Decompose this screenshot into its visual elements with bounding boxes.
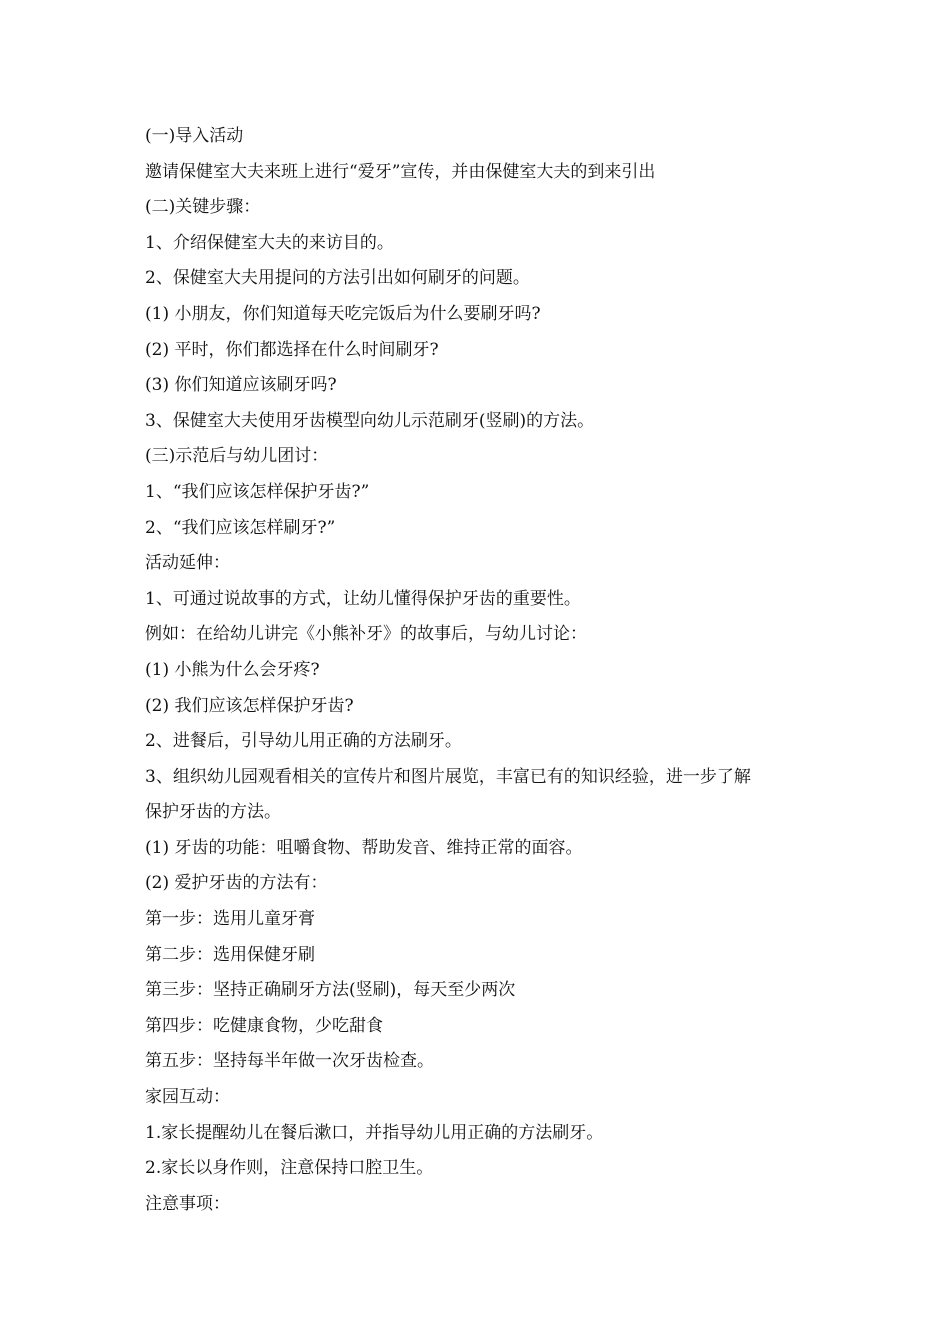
section-heading: (三)示范后与幼儿团讨： — [145, 446, 329, 467]
section-heading: 家园互动： — [145, 1087, 230, 1108]
paragraph: 例如：在给幼儿讲完《小熊补牙》的故事后，与幼儿讨论： — [145, 624, 587, 645]
section-heading: (一)导入活动 — [145, 126, 244, 146]
list-item: 1.家长提醒幼儿在餐后漱口，并指导幼儿用正确的方法刷牙。 — [145, 1122, 604, 1143]
step-item: 第二步：选用保健牙刷 — [145, 944, 315, 965]
step-item: 第四步：吃健康食物，少吃甜食 — [145, 1015, 383, 1036]
list-item: 2、进餐后，引导幼儿用正确的方法刷牙。 — [145, 731, 462, 752]
question-item: (1) 牙齿的功能：咀嚼食物、帮助发音、维持正常的面容。 — [145, 837, 583, 858]
list-item: 2、“我们应该怎样刷牙?” — [145, 517, 336, 538]
question-item: (2) 我们应该怎样保护牙齿? — [145, 695, 354, 716]
section-heading: 活动延伸： — [145, 553, 230, 574]
list-item: 2.家长以身作则，注意保持口腔卫生。 — [145, 1158, 434, 1179]
question-item: (3) 你们知道应该刷牙吗? — [145, 375, 337, 396]
question-item: (2) 爱护牙齿的方法有： — [145, 873, 328, 894]
question-item: (1) 小朋友，你们知道每天吃完饭后为什么要刷牙吗? — [145, 303, 541, 324]
list-item: 3、保健室大夫使用牙齿模型向幼儿示范刷牙(竖刷)的方法。 — [145, 410, 595, 431]
step-item: 第一步：选用儿童牙膏 — [145, 909, 315, 930]
list-item: 1、可通过说故事的方式，让幼儿懂得保护牙齿的重要性。 — [145, 588, 581, 609]
step-item: 第三步：坚持正确刷牙方法(竖刷)，每天至少两次 — [145, 980, 516, 1001]
list-item-continuation: 保护牙齿的方法。 — [145, 802, 281, 823]
paragraph: 邀请保健室大夫来班上进行“爱牙”宣传，并由保健室大夫的到来引出 — [145, 161, 656, 182]
question-item: (1) 小熊为什么会牙疼? — [145, 659, 320, 680]
question-item: (2) 平时，你们都选择在什么时间刷牙? — [145, 339, 439, 360]
step-item: 第五步：坚持每半年做一次牙齿检查。 — [145, 1051, 434, 1072]
list-item: 3、组织幼儿园观看相关的宣传片和图片展览，丰富已有的知识经验，进一步了解 — [145, 766, 751, 787]
section-heading: (二)关键步骤： — [145, 197, 261, 218]
list-item: 1、介绍保健室大夫的来访目的。 — [145, 232, 394, 253]
list-item: 2、保健室大夫用提问的方法引出如何刷牙的问题。 — [145, 268, 530, 289]
section-heading: 注意事项： — [145, 1193, 230, 1214]
document-body — [145, 119, 820, 1222]
list-item: 1、“我们应该怎样保护牙齿?” — [145, 481, 370, 502]
